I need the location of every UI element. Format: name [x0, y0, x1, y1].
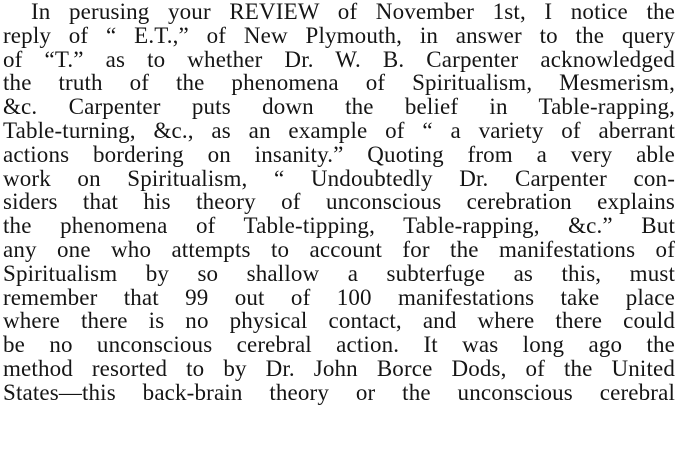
text-line: of “T.” as to whether Dr. W. B. Carpenter acknowledged — [3, 46, 675, 72]
text-line: actions bordering on insanity.” Quoting from a very able — [3, 141, 675, 167]
text-line: remember that 99 out of 100 manifestations take place — [3, 284, 675, 310]
text-line: reply of “ E.T.,” of New Plymouth, in answer to the query — [3, 22, 675, 48]
text-line: Table-turning, &c., as an example of “ a variety of aberrant — [3, 117, 675, 143]
text-line: be no unconscious cerebral action. It was long ago the — [3, 332, 675, 358]
text-line: siders that his theory of unconscious cerebration explains — [3, 189, 675, 215]
text-line: work on Spiritualism, “ Undoubtedly Dr. Carpenter con- — [3, 165, 675, 191]
text-line: &c. Carpenter puts down the belief in Table-rapping, — [3, 94, 675, 120]
text-line: States—this back-brain theory or the unconscious cerebral — [3, 379, 675, 405]
text-line: In perusing your REVIEW of November 1st, I notice the — [31, 0, 675, 24]
article-text — [3, 0, 675, 472]
text-line: the phenomena of Table-tipping, Table-rapping, &c.” But — [3, 213, 675, 239]
text-line: the truth of the phenomena of Spiritualism, Mesmerism, — [3, 70, 675, 96]
text-line: any one who attempts to account for the manifestations of — [3, 236, 675, 262]
text-line: Spiritualism by so shallow a subterfuge as this, must — [3, 260, 675, 286]
text-line: method resorted to by Dr. John Borce Dods, of the United — [3, 355, 675, 381]
text-line: where there is no physical contact, and where there could — [3, 308, 675, 334]
